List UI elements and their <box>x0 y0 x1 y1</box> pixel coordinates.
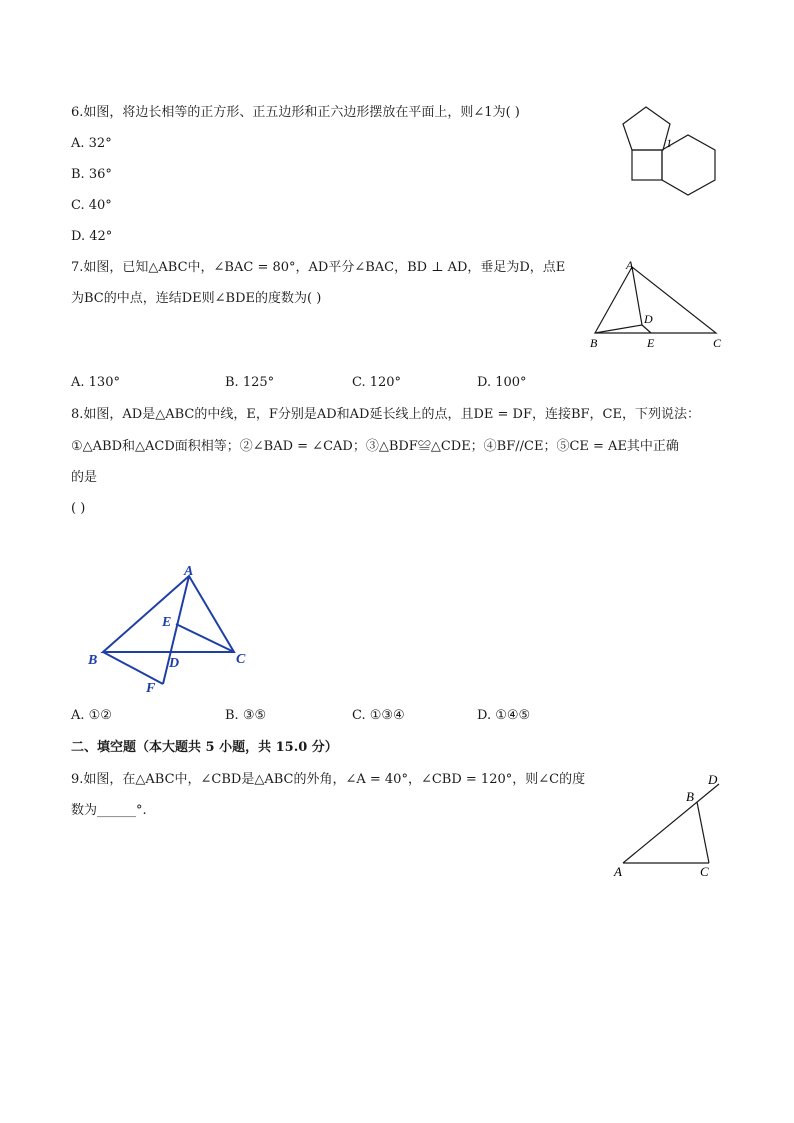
q9-label-c: C <box>700 864 709 879</box>
q8-label-e: E <box>162 615 172 630</box>
q9-label-d: D <box>708 772 718 787</box>
section-heading-fill-in: 二、填空题（本大题共 5 小题，共 15.0 分） <box>71 740 338 755</box>
q7-stem-line1: 7.如图，已知△ABC中，∠BAC = 80°，AD平分∠BAC，BD ⊥ AD，垂足为D，点E <box>71 260 566 275</box>
q6-option-b: B. 36° <box>71 167 112 182</box>
q8-figure-triangle <box>85 560 255 700</box>
q9-label-a: A <box>614 864 622 879</box>
q8-label-b: B <box>88 653 98 668</box>
q9-stem-line2: 数为______°. <box>71 803 147 818</box>
q8-option-b: B. ③⑤ <box>225 708 267 723</box>
q8-option-c: C. ①③④ <box>352 708 405 723</box>
q8-label-c: C <box>236 652 246 667</box>
q9-figure-triangle <box>610 770 735 885</box>
q8-label-f: F <box>146 681 156 696</box>
q7-label-c: C <box>713 336 722 350</box>
q8-stem-line4: ( ) <box>71 501 86 516</box>
q7-option-d: D. 100° <box>477 375 527 390</box>
q6-angle-label: 1 <box>666 136 672 150</box>
q7-option-a: A. 130° <box>71 375 120 390</box>
q6-option-a: A. 32° <box>71 136 112 151</box>
q7-label-e: E <box>647 336 655 350</box>
q8-stem-line3: 的是 <box>71 470 98 485</box>
q7-stem-line2: 为BC的中点，连结DE则∠BDE的度数为( ) <box>71 291 322 306</box>
q8-stem-line2: ①△ABD和△ACD面积相等；②∠BAD = ∠CAD；③△BDF≌△CDE；④BF//CE；⑤CE = AE其中正确 <box>71 439 679 454</box>
q8-option-a: A. ①② <box>71 708 112 723</box>
q6-stem: 6.如图，将边长相等的正方形、正五边形和正六边形摆放在平面上，则∠1为( ) <box>71 105 520 120</box>
q6-option-c: C. 40° <box>71 198 112 213</box>
q8-label-d: D <box>169 656 180 671</box>
q7-figure-triangle <box>585 255 730 355</box>
q7-label-d: D <box>644 312 653 326</box>
q6-figure-polygons <box>615 100 725 195</box>
q7-option-b: B. 125° <box>225 375 275 390</box>
q7-label-b: B <box>590 336 598 350</box>
q7-label-a: A <box>626 258 634 272</box>
q8-option-d: D. ①④⑤ <box>477 708 531 723</box>
q9-stem-line1: 9.如图，在△ABC中，∠CBD是△ABC的外角，∠A = 40°，∠CBD = 120°，则∠C的度 <box>71 772 586 787</box>
q8-stem-line1: 8.如图，AD是△ABC的中线，E，F分别是AD和AD延长线上的点，且DE = DF，连接BF，CE，下列说法： <box>71 407 700 422</box>
q7-option-c: C. 120° <box>352 375 402 390</box>
q6-option-d: D. 42° <box>71 229 113 244</box>
q9-label-b: B <box>686 789 694 804</box>
q8-label-a: A <box>184 564 194 579</box>
